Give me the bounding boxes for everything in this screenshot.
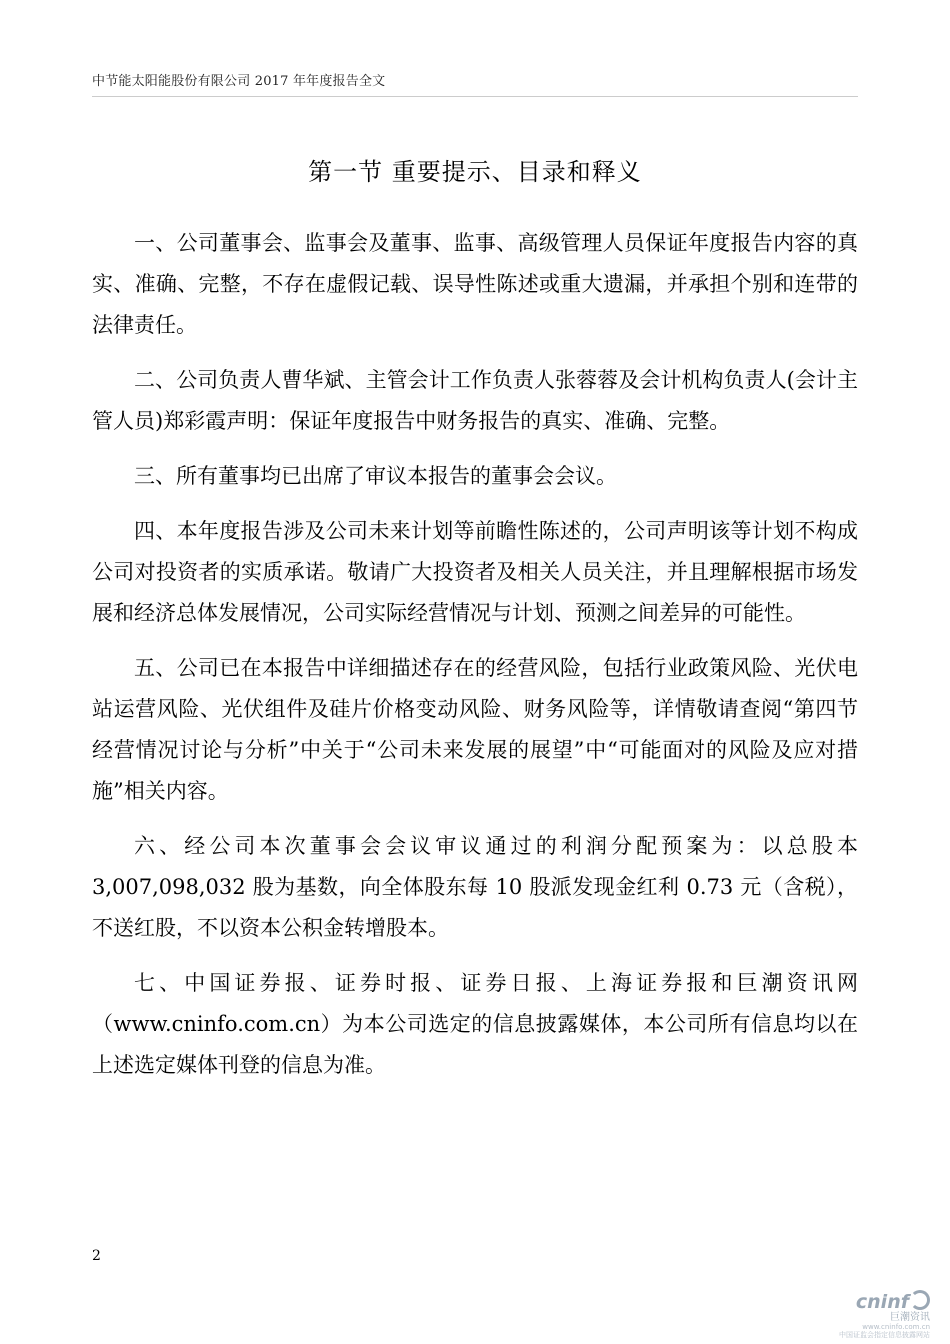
paragraph-7: 七、中国证券报、证券时报、证券日报、上海证券报和巨潮资讯网（www.cninfo.com.cn）为本公司选定的信息披露媒体，本公司所有信息均以在上述选定媒体刊登的信息为准。 — [92, 971, 858, 1077]
section-title: 第一节 重要提示、目录和释义 — [308, 158, 642, 186]
paragraph-1: 一、公司董事会、监事会及董事、监事、高级管理人员保证年度报告内容的真实、准确、完整，不存在虚假记载、误导性陈述或重大遗漏，并承担个别和连带的法律责任。 — [92, 231, 858, 337]
paragraph-4: 四、本年度报告涉及公司未来计划等前瞻性陈述的，公司声明该等计划不构成公司对投资者的实质承诺。敬请广大投资者及相关人员关注，并且理解根据市场发展和经济总体发展情况，公司实际经营情况与计划、预测之间差异的可能性。 — [92, 519, 858, 625]
document-body — [92, 223, 858, 1100]
cninfo-logo — [820, 1290, 930, 1338]
page-number: 2 — [92, 1248, 101, 1264]
document-header: 中节能太阳能股份有限公司 2017 年年度报告全文 — [92, 74, 386, 89]
paragraph-5: 五、公司已在本报告中详细描述存在的经营风险，包括行业政策风险、光伏电站运营风险、光伏组件及硅片价格变动风险、财务风险等，详情敬请查阅“第四节经营情况讨论与分析”中关于“公司未来发展的展望”中“可能面对的风险及应对措施”相关内容。 — [92, 656, 858, 803]
header-divider — [92, 96, 858, 97]
logo-swirl-icon — [910, 1290, 930, 1310]
paragraph-2: 二、公司负责人曹华斌、主管会计工作负责人张蓉蓉及会计机构负责人(会计主管人员)郑彩霞声明：保证年度报告中财务报告的真实、准确、完整。 — [92, 368, 858, 433]
logo-url: www.cninfo.com.cn — [862, 1323, 930, 1331]
paragraph-3: 三、所有董事均已出席了审议本报告的董事会会议。 — [134, 464, 617, 488]
logo-chinese-name: 巨潮资讯 — [890, 1312, 930, 1323]
logo-tagline: 中国证监会指定信息披露网站 — [839, 1331, 930, 1339]
paragraph-6: 六、经公司本次董事会会议审议通过的利润分配预案为：以总股本 3,007,098,032 股为基数，向全体股东每 10 股派发现金红利 0.73 元（含税），不送红股，不以资本公积金转增股本。 — [92, 834, 858, 940]
logo-wordmark: cninf — [855, 1291, 909, 1313]
